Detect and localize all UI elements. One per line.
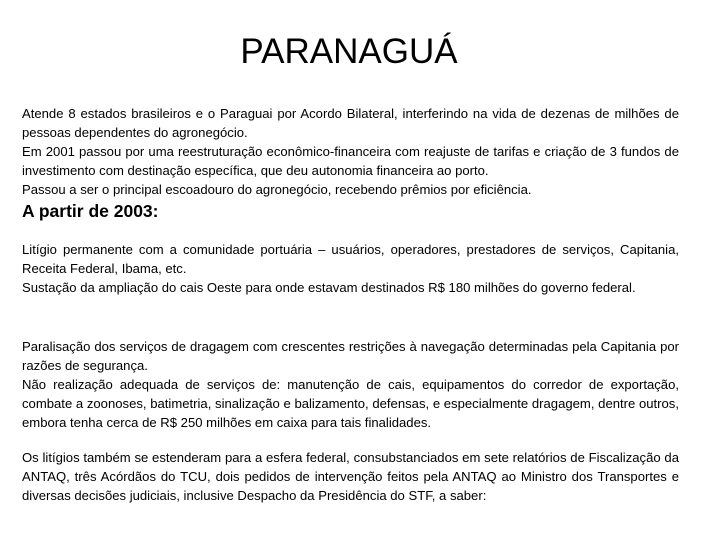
dredging-block [22,337,679,432]
dredging-paragraph-2: Não realização adequada de serviços de: manutenção de cais, equipamentos do corredor de exportação, combate a zoonoses, batimetria, sinalização e balizamento, defensas, e especialmente dragagem, dentre outros, embora tenha cerca de R$ 250 milhões em caixa para tais finalidades. [22,377,679,430]
litigation-paragraph-1: Litígio permanente com a comunidade portuária – usuários, operadores, prestadores de serviços, Capitania, Receita Federal, Ibama, etc. [22,242,679,276]
federal-block [22,448,679,505]
slide-title: PARANAGUÁ [240,32,458,71]
litigation-paragraph-2: Sustação da ampliação do cais Oeste para onde estavam destinados R$ 180 milhões do governo federal. [22,280,636,295]
litigation-block [22,240,679,297]
dredging-paragraph-1: Paralisação dos serviços de dragagem com crescentes restrições à navegação determinadas pela Capitania por razões de segurança. [22,339,679,373]
intro-paragraph-1: Atende 8 estados brasileiros e o Paraguai por Acordo Bilateral, interferindo na vida de dezenas de milhões de pessoas dependentes do agronegócio. [22,106,679,140]
federal-paragraph-1: Os litígios também se estenderam para a esfera federal, consubstanciados em sete relatórios de Fiscalização da ANTAQ, três Acórdãos do TCU, dois pedidos de intervenção feitos pela ANTAQ ao Ministro dos Transportes e diversas decisões judiciais, inclusive Despacho da Presidência do STF, a saber: [22,450,679,503]
subheading: A partir de 2003: [22,201,159,221]
intro-block [22,104,679,199]
intro-paragraph-3: Passou a ser o principal escoadouro do agronegócio, recebendo prêmios por eficiência. [22,182,532,197]
intro-paragraph-2: Em 2001 passou por uma reestruturação econômico-financeira com reajuste de tarifas e criação de 3 fundos de investimento com destinação específica, que deu autonomia financeira ao porto. [22,144,679,178]
